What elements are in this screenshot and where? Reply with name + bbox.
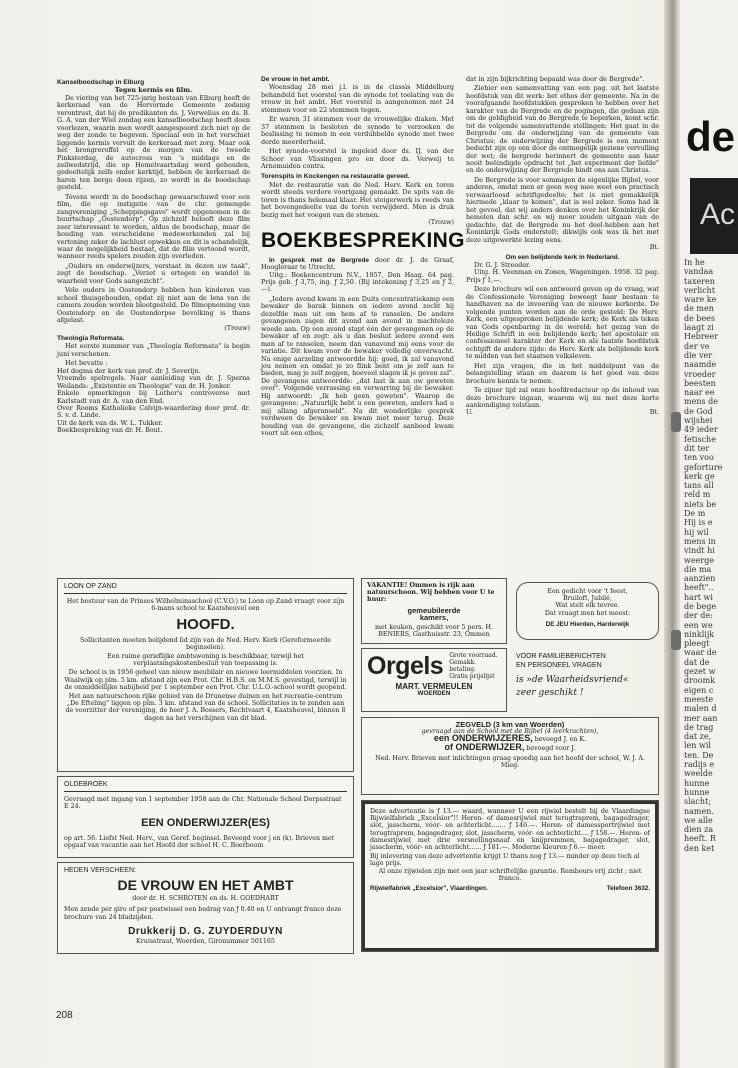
next-page-line: we alle xyxy=(684,815,713,825)
next-page-line: waar de xyxy=(684,648,717,658)
next-page-line: dat de xyxy=(684,657,710,667)
next-page-dark-box xyxy=(690,178,738,254)
ad-line: Bruiloft, Jubilé, xyxy=(563,595,612,603)
next-page-line: hart wi xyxy=(684,592,713,602)
ad-title: kamers, xyxy=(419,612,449,622)
next-page-box-text: Ac xyxy=(700,198,736,231)
next-page-line: hunne xyxy=(684,778,710,788)
next-page-line: mer aan xyxy=(684,713,718,723)
ad-label: OLDEBROEK xyxy=(64,781,108,788)
paragraph: Er waren 31 stemmen voor de vrouwelijke diaken. Met 37 stemmen is besloten de synode te verzoeken de beslissing te nemen in een verdubbelde synode met twee derde meerderheid. xyxy=(261,115,454,146)
section-title-boekbespreking: BOEKBESPREKING xyxy=(261,228,465,252)
ad-text: Men zende per giro of per postwissel een bedrag van ƒ 0.40 en U ontvangt franco deze brochure van 24 bladzijden. xyxy=(64,906,342,921)
paragraph: Het eerste nummer van „Theologia Reformata" is begin juni verschenen. xyxy=(57,342,250,358)
ad-name: Rijwielfabriek „Excelsior", Vlaardingen. xyxy=(370,885,488,893)
next-page-line: heeft".. xyxy=(684,583,714,593)
paragraph: „Iedere avond kwam in een Duits concentratiekamp een bewaker de barak binnen en iedere avond zocht hij dezelfde man uit om hem af te ranselen. De andere gevangenen zagen dit avond aan avond in machteloze woede aan. Op een avond stapt één der gevangenen op de bewaker af en zegt: als u dan besluit iedere avond een man af te ranselen, neem dan vanavond mij eens voor de variatie. Dit kwam voor de bewaker volledig onverwacht. Na enige aarzeling antwoordde hij: goed, ik zal vanavond jou nemen en omdat je zo flink bent om je zelf aan te bieden, mag je zelf zeggen, hoeveel slagen ik je geven zal". De gevangene antwoordde: „dat laat ik aan uw geweten over". Volgende verrassing en verwarring bij de bewaker. Hij antwoordt: „Ik heb geen geweten". Waarop de gevangene: „Natuurlijk hebt u een geweten, anders had u mij allang afgeranseld". Na dit wonderlijke gesprek verdween de bewaker en kwam niet meer terug. Deze houding van de gevangene, die zichzelf aanbood kwam voort uit een ethos, xyxy=(261,294,454,438)
next-page-line: hunne xyxy=(684,787,710,797)
next-page-line: De m xyxy=(684,509,706,519)
divider xyxy=(64,791,347,792)
ad-title: Orgels xyxy=(367,652,444,680)
ad-line: DE JEU Hierden, Harderwijk xyxy=(545,620,630,628)
next-page-line: taxeren xyxy=(684,276,715,286)
source-tag: (Trouw) xyxy=(224,323,250,332)
ad-name: MART. VERMEULEN xyxy=(395,682,473,691)
next-page-line: mens in xyxy=(684,536,716,546)
list-item: Enkele opmerkingen bij Luther's controverse met Karlstadt van dr. A. van den End. xyxy=(57,389,250,405)
signature-line xyxy=(466,409,659,416)
ad-town: WOERDEN xyxy=(417,690,451,698)
ad-text: Al onze rijwielen zijn met een jaar schriftelijke garantie. Rembours vrij zicht ; niet franco. xyxy=(378,867,642,882)
ad-line: is »de Waarheidsvriend« xyxy=(516,675,629,685)
paragraph: Uitg. H. Veenman en Zonen, Wageningen. 1958. 32 pag. Prijs ƒ 1,—. xyxy=(466,268,659,284)
next-page-line: verlicht xyxy=(684,285,716,295)
next-page-line: tans all xyxy=(684,481,714,491)
next-page-line: den ket xyxy=(684,843,715,853)
orgels-row xyxy=(367,652,501,680)
author-line: Dr. G. J. Streeder. xyxy=(474,260,531,269)
ad-text: Gevraagd met ingang van 1 september 1958 aan de Chr. Nationale School Dorpsstraat E 24. xyxy=(64,796,342,811)
next-page-line: de trag xyxy=(684,722,714,732)
paragraph: dat in zijn bijkrichting bepaald was door de Bergrede". xyxy=(466,75,645,83)
next-page-line: malen d xyxy=(684,704,717,714)
next-page-line: slacht; xyxy=(684,797,711,807)
ad-loon-op-zand xyxy=(57,578,354,772)
ad-line: VOOR FAMILIEBERICHTEN xyxy=(516,653,606,660)
ad-line: EN PERSONEEL VRAGEN xyxy=(516,662,602,669)
binder-clip xyxy=(671,630,681,650)
binder-clip xyxy=(671,412,681,432)
next-page-line: dit ter xyxy=(684,443,710,453)
article-subheading: Tegen kermis en film. xyxy=(114,86,193,95)
paragraph: Het bevatte : xyxy=(65,359,108,368)
next-page-line: vindt hi xyxy=(684,546,715,556)
next-page-line: eigen c xyxy=(684,685,714,695)
next-page-line: dat ze, xyxy=(684,732,712,742)
next-page-line: weerge xyxy=(684,555,714,565)
ad-oldebroek xyxy=(57,776,354,858)
page-gutter xyxy=(664,0,680,1068)
article-heading-kanselboodschap: Kanselboodschap in Elburg xyxy=(57,79,145,86)
next-page-line: de men xyxy=(684,304,714,314)
next-page-line: de bege xyxy=(684,601,717,611)
ad-printer: Drukkerij D. G. ZUYDERDUYN xyxy=(128,925,283,937)
next-page-line: de bees xyxy=(684,313,716,323)
paragraph: Woensdag 28 mei j.l. is in de classis Middelburg behandeld het voorstel van de synode tot toelating van de vrouw in het ambt. Het voorstel is aangenomen met 24 stemmen voor en 22 stemmen tegen. xyxy=(261,83,454,114)
next-page-line: geforture xyxy=(684,462,723,472)
paragraph: „Ouders en onderwijzers, verstaat in dezen uw taak", zegt de boodschap. „Verzet u ertegen en wandel in waarheid voor Gods aangezicht". xyxy=(57,261,250,285)
ad-intro: Het bestuur van de Prinses Wilhelminaschool (C.V.O.) te Loon op Zand vraagt voor zijn 6-mans school te Kaatsheuvel een xyxy=(66,598,345,613)
next-page-line: radijs e xyxy=(684,760,715,770)
column-3 xyxy=(466,76,659,417)
ad-title: of ONDERWIJZER, xyxy=(444,741,525,752)
next-page-line: die ver xyxy=(684,350,713,360)
next-page-line: niets be xyxy=(684,499,717,509)
next-page-line: ninklijk xyxy=(684,629,715,639)
next-page-line: Hij is e xyxy=(684,518,713,528)
signature: Bt. xyxy=(649,242,659,251)
ad-title: DE VROUW EN HET AMBT xyxy=(117,877,294,894)
next-page-line: pleegt xyxy=(684,639,710,649)
next-page-line: len wil xyxy=(684,741,711,751)
column-1 xyxy=(57,76,250,435)
article-heading-vrouw-ambt: De vrouw in het ambt. xyxy=(261,76,330,83)
ad-phone: Telefoon 3632. xyxy=(606,885,650,893)
next-page-line: kerk ge xyxy=(684,471,715,481)
page-number: 208 xyxy=(56,1010,73,1021)
ad-text: Een ruime gerieflijke ambtswoning is beschikbaar, terwijl het verplaatsingskostenbesluit van toepassing is. xyxy=(107,653,304,668)
ad-orgels xyxy=(361,648,507,712)
next-page-line: gezet w xyxy=(684,667,716,677)
article-heading-theologia: Theologia Reformata. xyxy=(57,334,125,342)
ad-footer xyxy=(370,885,650,892)
ad-text: Bij inlevering van deze advertentie krijgt U thans nog ƒ 13.— minder op deze toch al lage prijs. xyxy=(370,853,640,868)
paragraph: Deze brochure wil een antwoord geven op de vraag, wat de Confessionele Vereniging beweegt haar bestaan te handhaven na de invoering van de nieuwe kerkorde. De volgende punten worden aan de orde gesteld: De Herv. Kerk, een uitgesproken belijdende kerk; de Kerk als teken van Gods openbaring in de wereld; het gezag van de Heilige Schrift in een belijdende kerk; het apostolair en confessioneel karakter der Kerk en als laatste hoofdstuk echtgift de andere zijde: de Herv. Kerk als belijdende kerk te midden van het staatsen volksleven. xyxy=(466,285,659,361)
ad-zegveld xyxy=(361,717,659,795)
ad-text: De school is in 1956 geheel van nieuw meubilair en nieuwe leermiddelen voorzien. In Waalwijk op plm. 5 km. afstand zijn een Prot. Chr. H.B.S. en M.M.S. gevestigd, terwijl in de onmiddellijke nabijheid per 1 september een Prot. Chr. U.L.O.-school wordt geopend. xyxy=(64,669,347,691)
ad-address: Kruisstraat, Woerden, Gironummer 501165 xyxy=(136,937,275,945)
next-page-line: meeste xyxy=(684,694,714,704)
paragraph: Het synode-voorstel is ingeleid door ds. IJ. van der Schoor van Vlissingen pro en door ds. Verweij te Arnemuiden contra. xyxy=(261,147,454,170)
next-page-line: weelde xyxy=(684,769,713,779)
next-page-line: dien za xyxy=(684,825,714,835)
next-page-strip xyxy=(680,0,738,1068)
next-page-line: laagt zi xyxy=(684,323,714,333)
next-page-line: Hebreer xyxy=(684,332,718,342)
paragraph: Ziehier een samenvatting van een pag. uit het laatste hoofdstuk van dit werk: het ethos der gemeente. Na in de voorafgaande hoofdstukken gesproken te hebben over het karakter van de Bergrede en de pogingen, die gedaan zijn om de geldigheid van de Bergrede te beperken, komt schr. tot de volgende samenvattende stellingen: Het gaat in de Bergrede om de onderwijzing van de gemeente van Christus; de onderwijzing der Bergrede is een moment beducht zijn op een door de ontmogelijk geziene vervulling der wet; de bergrede herinnert de gemeente aan haar nooit beëindigde opdracht tot „het experiment der liefde" en de onderwijzing der Bergrede bindt ons aan Christus. xyxy=(466,84,659,175)
next-page-line: namen. xyxy=(684,806,714,816)
ad-line: Wat stelt elk tevree. xyxy=(555,602,620,610)
next-page-line: heeft. R xyxy=(684,834,716,844)
ad-text: VAKANTIE! Ommen is rijk aan natuurschoon. Wij hebben voor U te huur: xyxy=(367,582,495,604)
ad-text: gevraagd aan de School met de Bijbel (4 leerkrachten), xyxy=(421,728,599,736)
review-author: door dr. J. de Graaf, Hoogleraar te Utrecht. xyxy=(261,255,454,272)
ad-text: Sollicitanten moeten belijdend lid zijn van de Ned. Herv. Kerk (Gereformeerde beginselen). xyxy=(80,636,331,651)
list-item: Uit de kerk van ds. W. L. Tukker. xyxy=(57,418,163,427)
article-heading-torenspits: Torenspits in Kockengen na restauratie gereed. xyxy=(261,173,410,181)
next-page-line: ten. De xyxy=(684,750,714,760)
ad-text: op art. 56. Liefst Ned. Herv., van Geref. beginsel. Beveegd voor j en (k). Brieven met opgaaf van vacantie aan het Hoofd der school H. C. Boerboom xyxy=(64,834,335,849)
next-page-line: mens de xyxy=(684,397,718,407)
source-tag: (Trouw) xyxy=(428,218,454,227)
list-item: Over Rooms Katholieke Calvijn-waardering door prof. dr. S. v. d. Linde. xyxy=(57,404,250,420)
ad-line: zeer geschikt ! xyxy=(516,688,584,698)
next-page-line: beesten xyxy=(684,378,716,388)
column-2 xyxy=(261,76,465,439)
next-page-line: droomk xyxy=(684,676,716,686)
review-title-line xyxy=(261,257,454,272)
list-item: Boekbespreking van dr. H. Bout. xyxy=(57,426,163,435)
next-page-line: der de: xyxy=(684,611,713,621)
next-page-text xyxy=(684,258,722,853)
next-page-line: wijshei xyxy=(684,416,713,426)
next-page-line: ware ke xyxy=(684,295,717,305)
ad-line: Grote voorraad. xyxy=(449,652,498,659)
paragraph: Het zijn vragen, die in het middelpunt van de belangstelling staan en daarom is het goed van deze brochure kennis te nemen. xyxy=(466,361,659,385)
ad-text: met keuken, geschikt voor 5 pers. H. BENIERS, Gasthuisstr. 23, Ommen xyxy=(374,624,493,639)
ad-line: Dat vraagt men het meest: xyxy=(544,609,631,617)
ad-text: Ned. Herv. Brieven met inlichtingen graag spoedig aan het hoofd der school, W. J. A. Mieg. xyxy=(375,754,645,770)
ad-gedicht xyxy=(516,582,659,640)
next-page-line: een we xyxy=(684,620,713,630)
ad-title: HOOFD. xyxy=(176,615,235,633)
ad-vakantie xyxy=(361,578,507,644)
ad-byline: door dr. H. SCHROTEN en ds. H. GOEDHART xyxy=(132,895,279,903)
next-page-line: der ve xyxy=(684,341,710,351)
paragraph: Te zijner tijd zal onze hoofdredacteur op de inhoud van deze brochure ingaan, waarom wij nu met deze korte aankondiging volstaan. xyxy=(466,386,659,410)
paragraph: De viering van het 725-jarig bestaan van Elburg heeft de kerkeraad van de Hervormde Gemeente zodanig verontrust, dat hij de predikanten ds. J. Verwelius en ds. B. G. A. van der Wiel zondag een kanselboodschap heeft doen voorlezen, waarin men wordt aangespoord zich niet op de weg der zonde te begeven. Speciaal een in het verschiet liggende kermis vervult de kerkeraad met zorg. Maar ook het brongreroffel op de morgen van de tweede Pinksterdag, de autocross van 's middags en de zeilwedstrijd, die op Hemelvaartsdag werd gehouden, gedeeltelijk zelfs onder kerktijd, hebben de kerkeraad de haren ten berge doen rijzen, zo wordt in de boodschap gesteld. xyxy=(57,93,250,192)
paragraph-text: Vele ouders in Oostendorp hebben hun kinderen van school thuisgehouden, opdat zij niet aan de lens van de camera zouden worden blootgesteld. De filmopneming van Oostendorp en de Oostendorpse bevolking is thans afgelast. xyxy=(57,286,250,325)
next-page-line: 49 ieder xyxy=(684,425,718,435)
ad-heden-verschenen xyxy=(57,862,354,954)
divider xyxy=(64,593,347,594)
paragraph: Tevens wordt in de boodschap gewaarschuwd voor een film, die op instigatie van de chr. gemengde zangvereniging „Scheppingsgave" wordt opgenomen in de buurtschap „Oostendorp". Op zichzelf belooft deze film zeer interessant te worden, aldus de boodschap, maar de houding van verscheidene medewerkenden zal bij vertoning zeker de lachlust opwekken en dit is schandelijk, waar de mogelijkheid bestaat, dat de film vertoond wordt, wanneer reeds spelers zouden zijn overleden. xyxy=(57,192,250,261)
orgels-subtext xyxy=(449,652,501,680)
ad-text: bevoegd J. en K. xyxy=(534,736,587,744)
ad-title: EEN ONDERWIJZER(ES) xyxy=(141,816,270,829)
ad-text: bevoegd voor J. xyxy=(526,744,576,752)
ad-line: Gemakk. betaling. xyxy=(449,659,477,673)
next-page-line: fetische xyxy=(684,434,716,444)
next-page-line: de God xyxy=(684,406,713,416)
next-page-line: naamde xyxy=(684,360,717,370)
next-page-line: In he xyxy=(684,258,705,267)
ad-familieberichten xyxy=(516,652,659,712)
next-page-line: hij wil xyxy=(684,527,709,537)
paragraph: Uitg.: Boekencentrum N.V., 1957, Den Haag. 64 pag. Prijs geb. ƒ 3,75, ing. ƒ 2,50. (Bij intekening ƒ 3,25 en ƒ 2,—). xyxy=(261,270,454,294)
ad-line: Een gedicht voor 't feest, xyxy=(547,588,628,595)
article-heading-belijdende-kerk: Om een belijdende kerk in Nederland. xyxy=(505,254,620,262)
ad-text: Het aan natuurschoon rijke gebied van de Drunense duinen en het recreatie-centrum „De Efteling" liggen op plm. 3 km. afstand van de school. Sollicitaties in te zenden aan de voorzitter der vereniging, de heer J. A. Bossers, Rechtvaart 4, Kaatsheuvel, binnen 8 dagen na het verschijnen van dit blad. xyxy=(65,693,346,722)
next-page-line: aanzien xyxy=(684,574,716,584)
list-item: Het dogma der kerk van prof. dr. J. Severijn. xyxy=(57,366,201,375)
ad-title: een ONDERWIJZERES, xyxy=(433,733,533,744)
next-page-line: ten voo xyxy=(684,453,714,463)
ad-title: gemeubileerde xyxy=(407,605,461,615)
next-page-line: naar ee xyxy=(684,388,715,398)
next-page-line: vroeder xyxy=(684,369,716,379)
paragraph: De Bergrede is voor sommigen de eigenlijke Bijbel, voor anderen, omdat men er geen weg mee weet een practisch verwaarloosd schriftgedeelte; het is niet gemakkelijk hiermede „klaar te komen", dat is wel zeker. Soms had ik het gevoel, dat wij anders denken over het Koninkrijk der hemelen dan schr. en wij meer zouden uitgaan van de gedachte, dat de Bergrede nu het deel-hebben aan het Koninkrijk Gods onderstelt; dikwijls ook was ik het met deze uitgewerkte lezing eens. xyxy=(466,175,659,244)
ad-line: Gratis prijslijst xyxy=(449,673,495,680)
signature-initial: U. xyxy=(466,408,473,417)
next-page-line: die ma xyxy=(684,564,712,574)
signature: Bt. xyxy=(649,408,659,417)
ad-label: ZEGVELD (3 km van Woerden) xyxy=(455,720,565,729)
next-page-line: vandaa xyxy=(684,267,714,277)
list-item: Vreemde spelregels. Naar aanleiding van dr. J. Sperna Weilands: „Existentie en Theologie" van dr. H. Jonker. xyxy=(57,374,250,390)
ad-excelsior-inner xyxy=(365,804,655,948)
ad-label: HEDEN VERSCHEEN: xyxy=(64,867,136,874)
paragraph xyxy=(57,287,250,324)
review-title: In gesprek met de Bergrede xyxy=(269,256,369,264)
ad-excelsior xyxy=(361,800,659,952)
ad-label: LOON OP ZAND xyxy=(64,583,117,590)
next-page-line: reld m xyxy=(684,490,711,500)
ad-text: Deze advertentie is ƒ 13.— waard, wanneer U een rijwiel bestelt bij de Vlaardingse Rijwielfabriek „Excelsior"!! Heren- of damesrijwiel met terugtraprem, bagagedrager, slot, jasscherm, vóór- en achterlicht....... ƒ 146.—. Heren- of damessportrijwiel met terugtraprem, bagagedrager, slot, jasscherm, vóór- en achterlicht.... ƒ 158.—. Heren- of damesrijwiel met drie versnellingsnaaf en knijpremmen, bagagedrager, slot, jasscherm, vóór- en achterlicht...... ƒ 181.—. Moderne kleuren ƒ 6.— meer. xyxy=(370,808,650,852)
next-page-heading: de xyxy=(686,113,736,160)
ad-title-line xyxy=(368,741,652,752)
paragraph: Met de restauratie van de Ned. Herv. Kerk en toren wordt steeds verdere voortgang gemaakt. De spits van de toren is thans helemaal klaar. Het steigerwerk is reeds van het bovengedeelte van de toren verwijderd. Men is druk bezig met het voegen van de stenen. xyxy=(261,180,454,219)
